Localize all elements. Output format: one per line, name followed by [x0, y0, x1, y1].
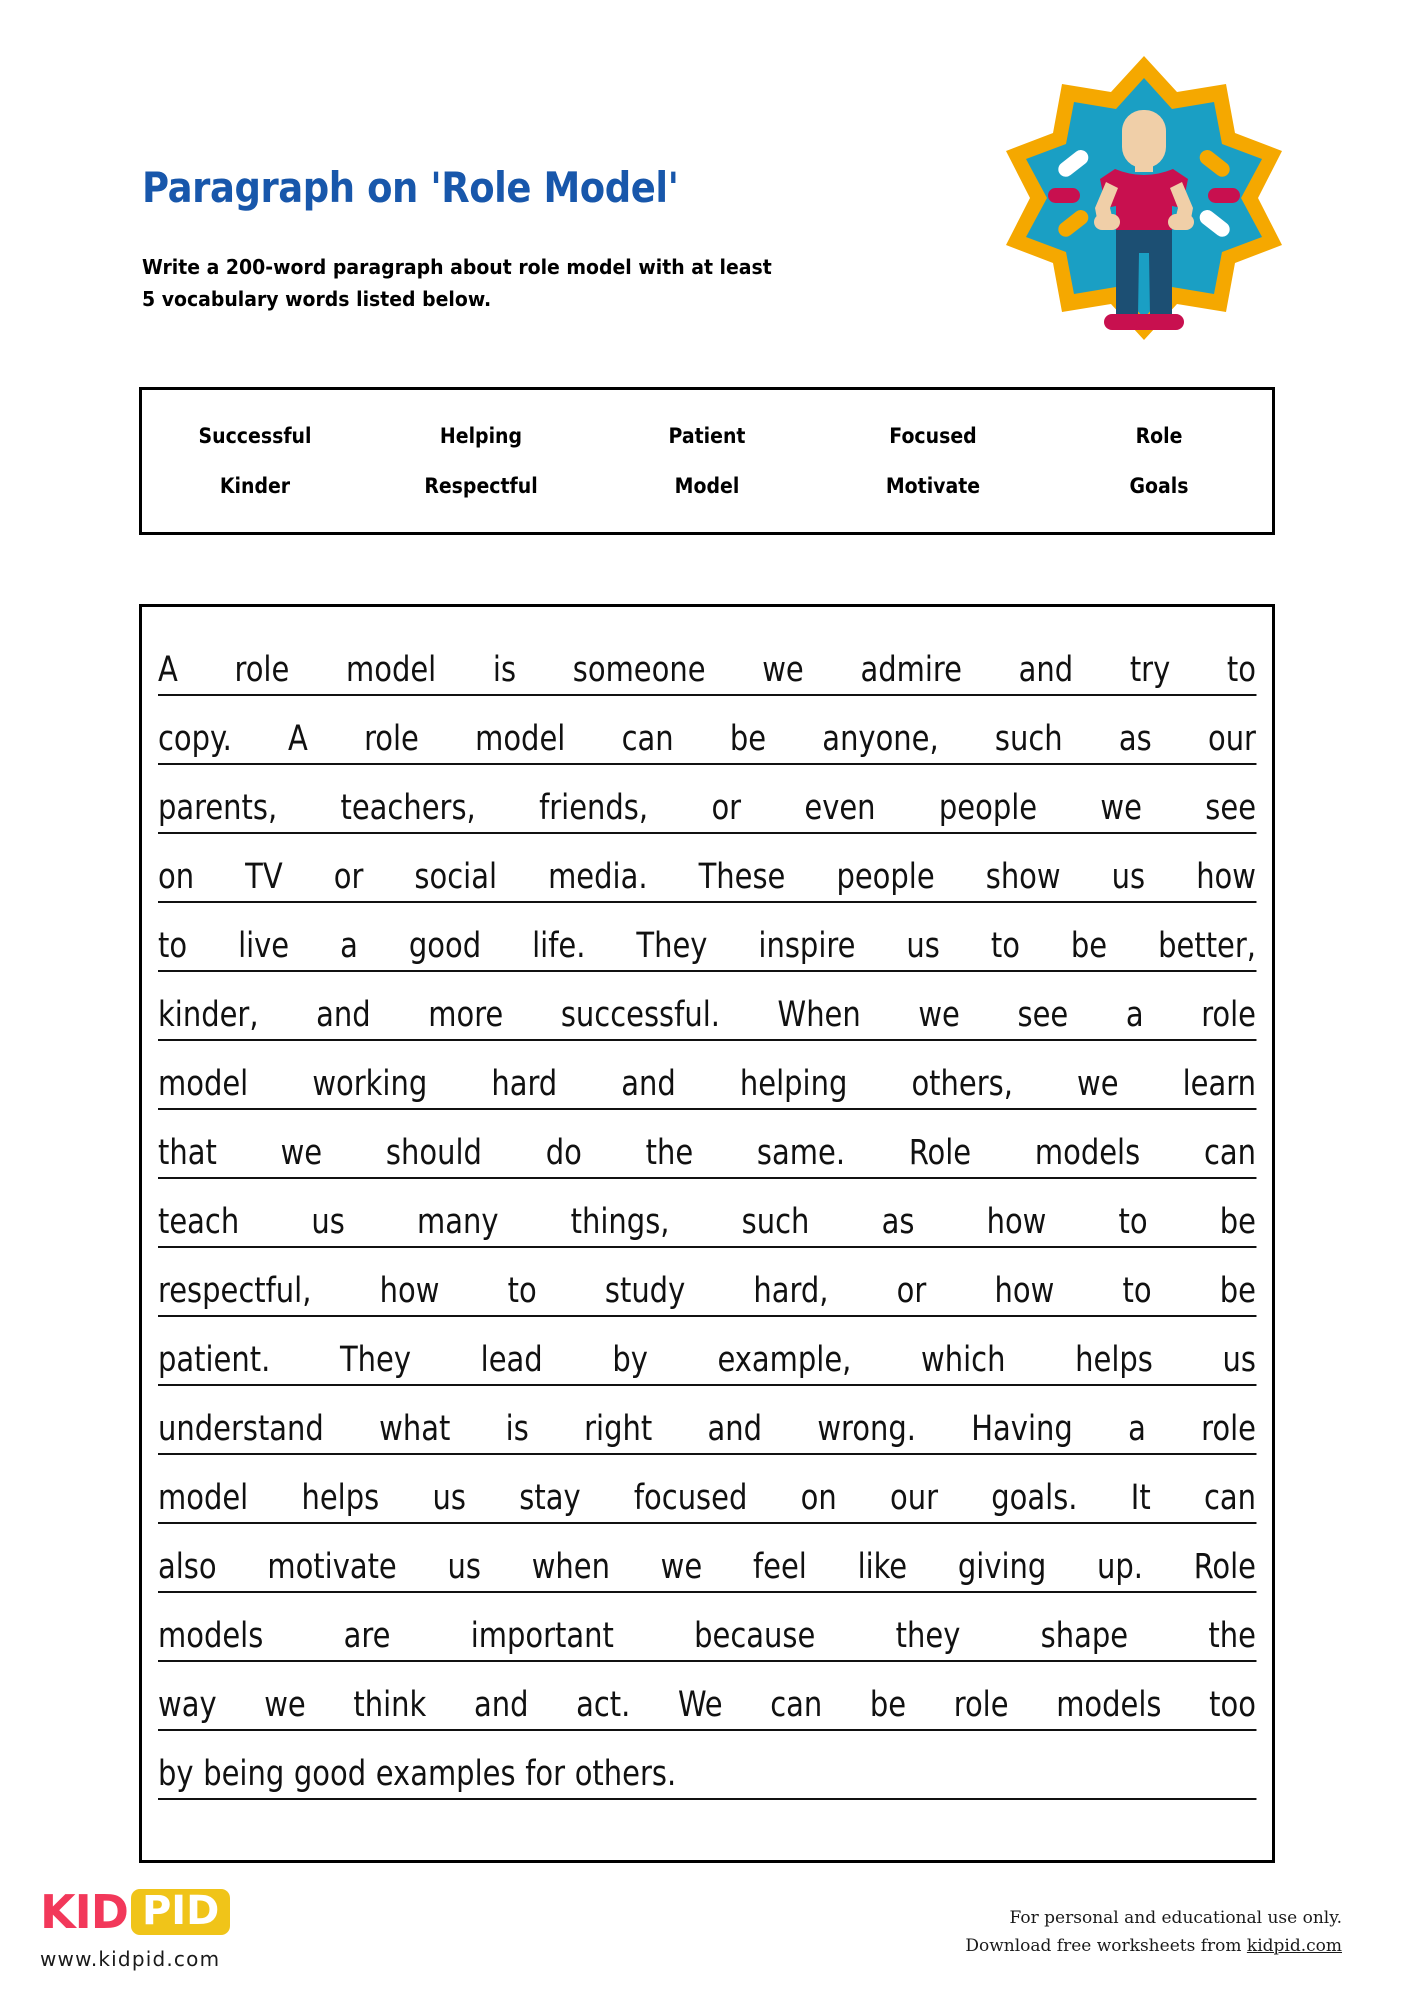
paragraph-word: role [1201, 995, 1257, 1035]
paragraph-word: role [1201, 1409, 1256, 1449]
paragraph-word: model [475, 719, 566, 759]
paragraph-word: as [1118, 719, 1152, 759]
paragraph-word: to [990, 926, 1020, 966]
paragraph-word: us [906, 926, 940, 966]
paragraph-word: kinder, [158, 995, 259, 1035]
paragraph-word: better, [1158, 926, 1256, 966]
logo-pid-badge [131, 1889, 230, 1935]
paragraph-word: They [636, 926, 708, 966]
paragraph-word: can [621, 719, 674, 759]
paragraph-line [158, 1179, 1256, 1248]
paragraph-word: people [836, 857, 935, 897]
paragraph-line [158, 1593, 1256, 1662]
paragraph-word: friends, [539, 788, 649, 828]
paragraph-word: can [770, 1685, 823, 1725]
vocab-word: Focused [889, 424, 977, 448]
paragraph-word: are [343, 1616, 391, 1656]
paragraph-word: by [612, 1340, 648, 1380]
paragraph-word: our [890, 1478, 939, 1518]
vocab-word: Goals [1129, 474, 1189, 498]
paragraph-word: important [470, 1616, 614, 1656]
paragraph-word: to [1122, 1271, 1152, 1311]
paragraph-word: and [621, 1064, 676, 1104]
paragraph-line [158, 627, 1256, 696]
kidpid-link[interactable]: kidpid.com [1246, 1936, 1342, 1957]
vocabulary-row-1 [142, 424, 1272, 448]
paragraph-word: how [1196, 857, 1256, 897]
paragraph-word: by [158, 1754, 194, 1794]
paragraph-word: even [804, 788, 876, 828]
paragraph-word: helping [739, 1064, 848, 1104]
paragraph-word: we [660, 1547, 703, 1587]
paragraph-word: hard, [753, 1271, 829, 1311]
paragraph-line [158, 1386, 1256, 1455]
worksheet-header [0, 0, 1414, 380]
vocab-word: Model [674, 474, 740, 498]
paragraph-word: to [1226, 650, 1256, 690]
paragraph-word: try [1129, 650, 1171, 690]
paragraph-line [158, 1317, 1256, 1386]
vocab-word: Role [1135, 424, 1183, 448]
vocab-word: Successful [198, 424, 312, 448]
paragraph-word: others. [574, 1754, 677, 1794]
paragraph-word: how [986, 1202, 1047, 1242]
paragraph-word: understand [158, 1409, 324, 1449]
paragraph-word: many [417, 1202, 499, 1242]
paragraph-word: a [1128, 1409, 1146, 1449]
paragraph-word: teachers, [340, 788, 476, 828]
paragraph-word: how [994, 1271, 1055, 1311]
paragraph-word: to [507, 1271, 537, 1311]
paragraph-word: see [1017, 995, 1069, 1035]
paragraph-word: as [881, 1202, 915, 1242]
paragraph-word: we [280, 1133, 323, 1173]
paragraph-word: models [1056, 1685, 1162, 1725]
vocab-word: Respectful [424, 474, 538, 498]
paragraph-word: stay [519, 1478, 581, 1518]
paragraph-word: model [158, 1478, 249, 1518]
vocab-word: Patient [668, 424, 746, 448]
paragraph-word: to [158, 926, 188, 966]
paragraph-line [158, 1110, 1256, 1179]
paragraph-line [158, 1524, 1256, 1593]
paragraph-word: up. [1097, 1547, 1143, 1587]
instruction-line-2: 5 vocabulary words listed below. [142, 286, 492, 311]
paragraph-line [158, 1455, 1256, 1524]
paragraph-word: act. [576, 1685, 631, 1725]
paragraph-word: We [677, 1685, 723, 1725]
paragraph-word: the [645, 1133, 694, 1173]
logo-pid-text: PID [141, 1888, 220, 1934]
kidpid-logo[interactable] [40, 1886, 320, 1971]
paragraph-word: more [428, 995, 504, 1035]
vocabulary-word-box [139, 387, 1275, 535]
paragraph-word: think [353, 1685, 427, 1725]
paragraph-line [158, 1731, 1256, 1800]
paragraph-word: They [339, 1340, 411, 1380]
paragraph-word: role [364, 719, 419, 759]
page-title: Paragraph on 'Role Model' [142, 163, 679, 212]
paragraph-word: and [473, 1685, 529, 1725]
paragraph-word: way [158, 1685, 217, 1725]
footer-usage-notes [965, 1904, 1342, 1960]
paragraph-word: learn [1182, 1064, 1256, 1104]
paragraph-word: or [711, 788, 742, 828]
paragraph-line [158, 1041, 1256, 1110]
paragraph-word: good [293, 1754, 367, 1794]
paragraph-word: us [432, 1478, 466, 1518]
paragraph-word: others, [911, 1064, 1013, 1104]
instruction-line-1: Write a 200-word paragraph about role model with at least [142, 255, 772, 279]
paragraph-word: for [525, 1754, 566, 1794]
paragraph-word: a [340, 926, 358, 966]
paragraph-word: us [311, 1202, 345, 1242]
paragraph-word: or [333, 857, 364, 897]
paragraph-word: A [288, 719, 308, 759]
paragraph-word: we [762, 650, 804, 690]
paragraph-lines [158, 627, 1256, 1800]
paragraph-word: shape [1040, 1616, 1129, 1656]
paragraph-word: the [1208, 1616, 1256, 1656]
paragraph-word: role [953, 1685, 1009, 1725]
paragraph-word: respectful, [158, 1271, 312, 1311]
paragraph-word: a [1125, 995, 1144, 1035]
paragraph-word: teach [158, 1202, 240, 1242]
paragraph-word: and [316, 995, 371, 1035]
paragraph-word: things, [570, 1202, 670, 1242]
paragraph-word: us [447, 1547, 481, 1587]
logo-website-url: www.kidpid.com [40, 1947, 221, 1971]
paragraph-word: us [1222, 1340, 1256, 1380]
role-model-badge-illustration [994, 48, 1294, 348]
paragraph-word: goals. [991, 1478, 1078, 1518]
paragraph-line [158, 696, 1256, 765]
paragraph-word: can [1203, 1478, 1257, 1518]
paragraph-word: feel [752, 1547, 807, 1587]
paragraph-word: social [414, 857, 498, 897]
paragraph-word: we [264, 1685, 306, 1725]
paragraph-word: These [698, 857, 786, 897]
paragraph-word: we [918, 995, 960, 1035]
paragraph-word: When [777, 995, 861, 1035]
footer-note-line-2 [965, 1932, 1342, 1960]
paragraph-answer-box [139, 604, 1275, 1863]
footer-note-line-1: For personal and educational use only. [1009, 1908, 1342, 1928]
paragraph-line [158, 903, 1256, 972]
paragraph-word: be [729, 719, 767, 759]
paragraph-word: is [505, 1409, 529, 1449]
paragraph-word: life. [532, 926, 586, 966]
paragraph-word: lead [480, 1340, 543, 1380]
paragraph-word: live [238, 926, 290, 966]
paragraph-word: how [379, 1271, 440, 1311]
paragraph-word: Role [1193, 1547, 1256, 1587]
paragraph-word: when [531, 1547, 610, 1587]
paragraph-word: inspire [758, 926, 856, 966]
paragraph-word: motivate [267, 1547, 397, 1587]
vocab-word: Motivate [885, 474, 981, 498]
paragraph-word: because [694, 1616, 816, 1656]
logo-mark [40, 1886, 320, 1938]
paragraph-word: and [1018, 650, 1074, 690]
paragraph-word: hard [491, 1064, 558, 1104]
paragraph-word: working [312, 1064, 428, 1104]
paragraph-word: Having [971, 1409, 1073, 1449]
paragraph-word: It [1130, 1478, 1151, 1518]
paragraph-word: too [1209, 1685, 1256, 1725]
paragraph-word: show [985, 857, 1061, 897]
paragraph-word: Role [908, 1133, 972, 1173]
paragraph-word: helps [1075, 1340, 1153, 1380]
paragraph-line [158, 972, 1256, 1041]
paragraph-word: see [1205, 788, 1257, 828]
paragraph-word: model [158, 1064, 249, 1104]
logo-kid-text: KID [40, 1885, 128, 1939]
paragraph-word: to [1118, 1202, 1148, 1242]
paragraph-line [158, 1248, 1256, 1317]
instruction-text [142, 252, 804, 316]
paragraph-word: helps [301, 1478, 380, 1518]
paragraph-word: can [1203, 1133, 1257, 1173]
paragraph-word: example, [717, 1340, 852, 1380]
paragraph-word: right [584, 1409, 653, 1449]
paragraph-word: model [346, 650, 437, 690]
paragraph-word: models [158, 1616, 264, 1656]
paragraph-word: also [158, 1547, 217, 1587]
paragraph-line [158, 1662, 1256, 1731]
paragraph-word: admire [860, 650, 962, 690]
paragraph-word: which [921, 1340, 1006, 1380]
paragraph-word: same. [756, 1133, 846, 1173]
paragraph-word: our [1207, 719, 1256, 759]
vocabulary-row-2 [142, 474, 1272, 498]
paragraph-word: should [385, 1133, 482, 1173]
paragraph-word: is [492, 650, 517, 690]
paragraph-word: anyone, [822, 719, 939, 759]
paragraph-word: media. [548, 857, 648, 897]
paragraph-word: someone [572, 650, 706, 690]
paragraph-word: being [203, 1754, 285, 1794]
paragraph-line [158, 765, 1256, 834]
paragraph-word: be [1219, 1202, 1256, 1242]
paragraph-word: do [545, 1133, 582, 1173]
paragraph-word: successful. [560, 995, 720, 1035]
paragraph-word: copy. [158, 719, 232, 759]
paragraph-word: parents, [158, 788, 278, 828]
paragraph-word: or [896, 1271, 927, 1311]
paragraph-word: focused [633, 1478, 748, 1518]
paragraph-word: like [857, 1547, 908, 1587]
paragraph-word: on [158, 857, 195, 897]
paragraph-word: models [1034, 1133, 1141, 1173]
paragraph-word: we [1077, 1064, 1119, 1104]
paragraph-word: they [895, 1616, 961, 1656]
paragraph-word: us [1111, 857, 1146, 897]
vocab-word: Helping [439, 424, 523, 448]
paragraph-word: people [938, 788, 1038, 828]
vocab-word: Kinder [219, 474, 291, 498]
paragraph-word: A [158, 650, 178, 690]
paragraph-word: that [158, 1133, 217, 1173]
paragraph-word: wrong. [817, 1409, 916, 1449]
paragraph-word: good [408, 926, 482, 966]
paragraph-word: patient. [158, 1340, 271, 1380]
paragraph-word: giving [957, 1547, 1047, 1587]
paragraph-word: and [707, 1409, 763, 1449]
paragraph-line [158, 834, 1256, 903]
paragraph-word: what [379, 1409, 451, 1449]
paragraph-word: be [1070, 926, 1108, 966]
paragraph-word: such [741, 1202, 810, 1242]
paragraph-word: examples [375, 1754, 516, 1794]
paragraph-word: role [234, 650, 290, 690]
paragraph-word: study [604, 1271, 686, 1311]
paragraph-word: be [869, 1685, 907, 1725]
worksheet-footer [0, 1878, 1414, 2000]
footer-note-prefix: Download free worksheets from [965, 1936, 1247, 1957]
paragraph-word: on [800, 1478, 837, 1518]
paragraph-word: be [1219, 1271, 1256, 1311]
paragraph-word: we [1100, 788, 1142, 828]
paragraph-word: TV [245, 857, 283, 897]
paragraph-word: such [994, 719, 1063, 759]
